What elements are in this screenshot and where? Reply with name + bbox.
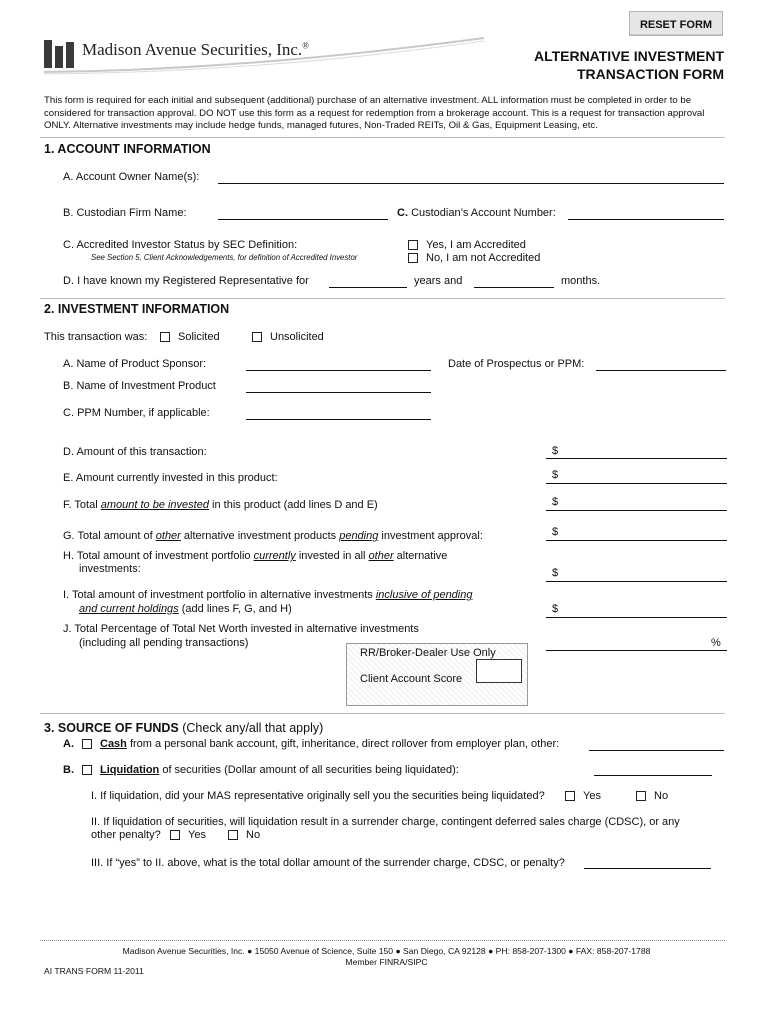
dollar-sign: $ — [552, 526, 559, 538]
client-score-field[interactable] — [476, 659, 522, 683]
s2-h-letter: H. — [63, 550, 74, 562]
s2-g-pre: Total amount of — [77, 530, 156, 542]
s2-c-row — [63, 407, 210, 419]
transaction-was-label: This transaction was: — [44, 331, 148, 343]
percent-sign: % — [711, 637, 721, 649]
s3-a-letter: A. — [63, 738, 74, 750]
s3-a-row — [100, 738, 559, 750]
section3-title-bold: 3. SOURCE OF FUNDS — [44, 721, 179, 735]
solicited-label: Solicited — [178, 331, 220, 343]
s1-d-label: I have known my Registered Representative for — [77, 275, 309, 287]
other-current-field[interactable] — [546, 581, 727, 582]
s2-h-post: alternative — [393, 550, 448, 562]
s1-c1-row — [397, 207, 556, 219]
s1-b-letter: B. — [63, 207, 74, 219]
liquidation-label: Liquidation — [100, 764, 160, 776]
s2-e-letter: E. — [63, 472, 74, 484]
s1-d-letter: D. — [63, 275, 74, 287]
solicited-checkbox[interactable] — [160, 332, 170, 342]
form-id: AI TRANS FORM 11-2011 — [44, 966, 144, 976]
cash-rest: from a personal bank account, gift, inheritance, direct rollover from employer plan, other: — [126, 738, 560, 750]
s2-i-line2 — [79, 603, 292, 615]
unsolicited-label: Unsolicited — [270, 331, 324, 343]
s2-i-underlined-2: and current holdings — [79, 603, 179, 615]
s1-c2-letter: C. — [63, 239, 74, 251]
section1-title: 1. ACCOUNT INFORMATION — [44, 142, 211, 156]
total-alternative-field[interactable] — [546, 617, 727, 618]
s1-c1-letter: C. — [397, 207, 408, 219]
s1-b-row — [63, 207, 187, 219]
cash-label: Cash — [100, 738, 127, 750]
yes-accredited-checkbox[interactable] — [408, 240, 418, 250]
s2-i-post: (add lines F, G, and H) — [178, 603, 292, 615]
s2-i-underlined-1: inclusive of pending — [375, 589, 473, 601]
prospectus-label: Date of Prospectus or PPM: — [448, 358, 585, 370]
s2-j-row — [63, 623, 419, 635]
s2-d-row — [63, 446, 207, 458]
q1-no-checkbox[interactable] — [636, 791, 646, 801]
s3-b-row — [100, 764, 459, 776]
s2-g-mid: alternative investment products — [180, 530, 340, 542]
form-title-line1: ALTERNATIVE INVESTMENT — [533, 48, 724, 64]
company-logo — [44, 36, 484, 76]
footer-address: Madison Avenue Securities, Inc. ● 15050 Avenue of Science, Suite 150 ● San Diego, CA 92128 ● PH: 858-207-1300 ● FAX: 858-207-1788 — [122, 946, 651, 956]
s1-c2-label: Accredited Investor Status by SEC Definition: — [76, 239, 298, 251]
years-field[interactable] — [329, 287, 407, 288]
yes-accredited-label: Yes, I am Accredited — [426, 239, 526, 251]
ppm-number-field[interactable] — [246, 419, 431, 420]
q2-no-label: No — [246, 829, 261, 841]
s2-h-underlined-1: currently — [253, 550, 296, 562]
no-accredited-checkbox[interactable] — [408, 253, 418, 263]
dollar-sign: $ — [552, 445, 559, 457]
divider — [40, 137, 725, 138]
s2-j-letter: J. — [63, 623, 72, 635]
amount-invested-field[interactable] — [546, 483, 727, 484]
s2-h-row — [63, 550, 447, 562]
no-accredited-label: No, I am not Accredited — [426, 252, 541, 264]
s2-i-pre: Total amount of investment portfolio in alternative investments — [71, 589, 376, 601]
s2-a-label: Name of Product Sponsor: — [76, 358, 207, 370]
client-score-label: Client Account Score — [360, 673, 463, 685]
years-label: years and — [414, 275, 463, 287]
dollar-sign: $ — [552, 567, 559, 579]
section3-title — [44, 721, 323, 735]
accredited-note: See Section 5, Client Acknowledgements, for definition of Accredited Investor — [91, 253, 358, 262]
q1-label: I. If liquidation, did your MAS representative originally sell you the securities being liquidated? — [91, 790, 545, 802]
q1-no-label: No — [654, 790, 669, 802]
reset-form-button[interactable]: RESET FORM — [629, 11, 723, 36]
divider — [40, 713, 725, 714]
custodian-firm-field[interactable] — [218, 219, 388, 220]
s2-h-pre: Total amount of investment portfolio — [76, 550, 254, 562]
s1-a-letter: A. — [63, 171, 74, 183]
s1-c1-label: Custodian’s Account Number: — [411, 207, 556, 219]
q1-yes-checkbox[interactable] — [565, 791, 575, 801]
s2-a-row — [63, 358, 206, 370]
liquidation-amount-field[interactable] — [594, 775, 712, 776]
s1-a-label: Account Owner Name(s): — [75, 171, 200, 183]
cash-other-field[interactable] — [589, 750, 724, 751]
s2-g-row — [63, 530, 483, 542]
amount-transaction-field[interactable] — [546, 458, 727, 459]
s1-c2-row — [63, 239, 297, 251]
rr-use-label: RR/Broker-Dealer Use Only — [360, 647, 496, 659]
s2-b-label: Name of Investment Product — [76, 380, 216, 392]
s2-f-underlined: amount to be invested — [100, 499, 209, 511]
s2-h-underlined-2: other — [368, 550, 394, 562]
s2-e-label: Amount currently invested in this product: — [75, 472, 278, 484]
s1-d-row — [63, 275, 309, 287]
s2-i-letter: I. — [63, 589, 70, 601]
s2-f-pre: Total — [74, 499, 101, 511]
cash-checkbox[interactable] — [82, 739, 92, 749]
dollar-sign: $ — [552, 469, 559, 481]
s1-a-row — [63, 171, 199, 183]
q2-yes-checkbox[interactable] — [170, 830, 180, 840]
s2-d-letter: D. — [63, 446, 74, 458]
other-pending-field[interactable] — [546, 540, 727, 541]
section3-title-note: (Check any/all that apply) — [178, 721, 324, 735]
footer-member: Member FINRA/SIPC — [345, 957, 428, 967]
product-sponsor-field[interactable] — [246, 370, 431, 371]
s2-d-label: Amount of this transaction: — [76, 446, 207, 458]
q2-yes-label: Yes — [188, 829, 206, 841]
s2-h-mid: invested in all — [295, 550, 369, 562]
s2-b-row — [63, 380, 216, 392]
s2-f-post: in this product (add lines D and E) — [208, 499, 378, 511]
s2-g-letter: G. — [63, 530, 75, 542]
unsolicited-checkbox[interactable] — [252, 332, 262, 342]
months-field[interactable] — [474, 287, 554, 288]
q2-line2: other penalty? — [91, 829, 161, 841]
s2-g-underlined-2: pending — [339, 530, 379, 542]
prospectus-date-field[interactable] — [596, 370, 726, 371]
q1-yes-label: Yes — [583, 790, 601, 802]
account-owner-field[interactable] — [218, 183, 724, 184]
investment-product-field[interactable] — [246, 392, 431, 393]
s2-b-letter: B. — [63, 380, 74, 392]
s2-h-line2: investments: — [79, 563, 141, 575]
s1-b-label: Custodian Firm Name: — [76, 207, 187, 219]
custodian-account-field[interactable] — [568, 219, 724, 220]
divider — [40, 298, 725, 299]
liquidation-rest: of securities (Dollar amount of all securities being liquidated): — [159, 764, 459, 776]
registered-mark: ® — [302, 40, 310, 51]
s2-f-letter: F. — [63, 499, 72, 511]
s2-g-underlined-1: other — [155, 530, 181, 542]
months-label: months. — [561, 275, 601, 287]
s2-f-row — [63, 499, 378, 511]
s2-j-line2: (including all pending transactions) — [79, 637, 249, 649]
total-amount-field[interactable] — [546, 510, 727, 511]
q2-line1: II. If liquidation of securities, will liquidation result in a surrender charge, contingent deferred sales charge (CDSC), or any — [91, 816, 680, 828]
dollar-sign: $ — [552, 496, 559, 508]
section2-title: 2. INVESTMENT INFORMATION — [44, 302, 230, 316]
q2-no-checkbox[interactable] — [228, 830, 238, 840]
s2-e-row — [63, 472, 278, 484]
s3-b-letter: B. — [63, 764, 74, 776]
penalty-amount-field[interactable] — [584, 868, 711, 869]
s2-a-letter: A. — [63, 358, 74, 370]
intro-paragraph: This form is required for each initial and subsequent (additional) purchase of an alternative investment. ALL information must be completed in order to be considered for transaction approval. DO NOT use this form as a request for redemption from a brokerage account. This is a request for transaction approval ONLY. Alternative investments may include hedge funds, managed futures, Non-Traded REITs, Oil & Gas, Equipment Leasing, etc. — [44, 95, 705, 131]
s2-g-post: investment approval: — [378, 530, 483, 542]
s2-c-label: PPM Number, if applicable: — [77, 407, 210, 419]
liquidation-checkbox[interactable] — [82, 765, 92, 775]
dollar-sign: $ — [552, 603, 559, 615]
s2-c-letter: C. — [63, 407, 74, 419]
footer-divider — [40, 940, 725, 941]
q3-label: III. If “yes” to II. above, what is the total dollar amount of the surrender charge, CDSC, or penalty? — [91, 857, 565, 869]
net-worth-percent-field[interactable] — [546, 650, 727, 651]
s2-j-label: Total Percentage of Total Net Worth invested in alternative investments — [74, 623, 419, 635]
form-title-line2: TRANSACTION FORM — [577, 66, 724, 82]
company-name: Madison Avenue Securities, Inc. — [82, 40, 303, 59]
s2-i-row — [63, 589, 472, 601]
form-title — [470, 47, 724, 83]
